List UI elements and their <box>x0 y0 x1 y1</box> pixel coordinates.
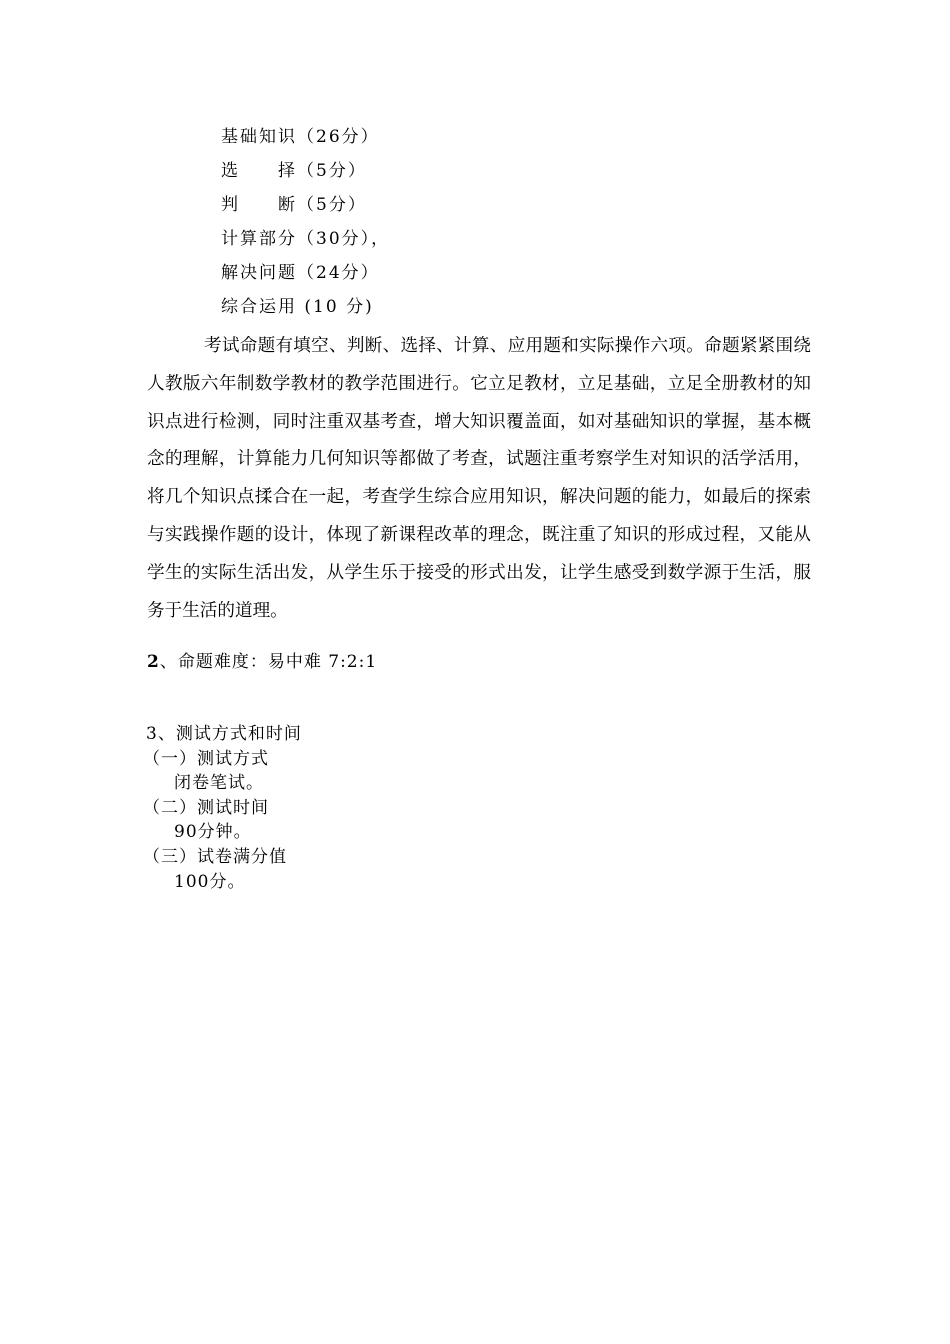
difficulty-line <box>147 648 377 676</box>
full-score-label: （三）试卷满分值 <box>143 846 287 867</box>
test-method-label: （一）测试方式 <box>143 748 269 769</box>
score-item-basic-knowledge: 基础知识（26分） <box>221 127 380 147</box>
score-item-calculation: 计算部分（30分）， <box>221 229 391 249</box>
score-item-multiple-choice: 选 择（5分） <box>221 161 367 181</box>
test-method-value: 闭卷笔试。 <box>174 773 264 794</box>
test-format-heading: 3、测试方式和时间 <box>146 724 302 744</box>
test-duration-value: 90分钟。 <box>174 822 252 843</box>
exam-description-paragraph: 考试命题有填空、判断、选择、计算、应用题和实际操作六项。命题紧紧围绕人教版六年制数学教材的教学范围进行。它立足教材，立足基础，立足全册教材的知识点进行检测，同时注重双基考查，增大知识覆盖面，如对基础知识的掌握，基本概念的理解，计算能力几何知识等都做了考查，试题注重考察学生对知识的活学活用，将几个知识点揉合在一起，考查学生综合应用知识，解决问题的能力，如最后的探索与实践操作题的设计，体现了新课程改革的理念，既注重了知识的形成过程，又能从学生的实际生活出发，从学生乐于接受的形式出发，让学生感受到数学源于生活，服务于生活的道理。 <box>147 336 811 621</box>
difficulty-number: 2 <box>147 652 160 672</box>
score-breakdown-list <box>221 124 390 328</box>
full-score-value: 100分。 <box>174 871 246 892</box>
test-duration-label: （二）测试时间 <box>143 797 269 818</box>
score-item-true-false: 判 断（5分） <box>221 195 367 215</box>
score-item-comprehensive: 综合运用 (10 分) <box>221 297 374 317</box>
test-format-section <box>143 722 302 894</box>
score-item-problem-solving: 解决问题（24分） <box>221 263 380 283</box>
difficulty-text: 、命题难度：易中难 7:2:1 <box>159 652 378 672</box>
